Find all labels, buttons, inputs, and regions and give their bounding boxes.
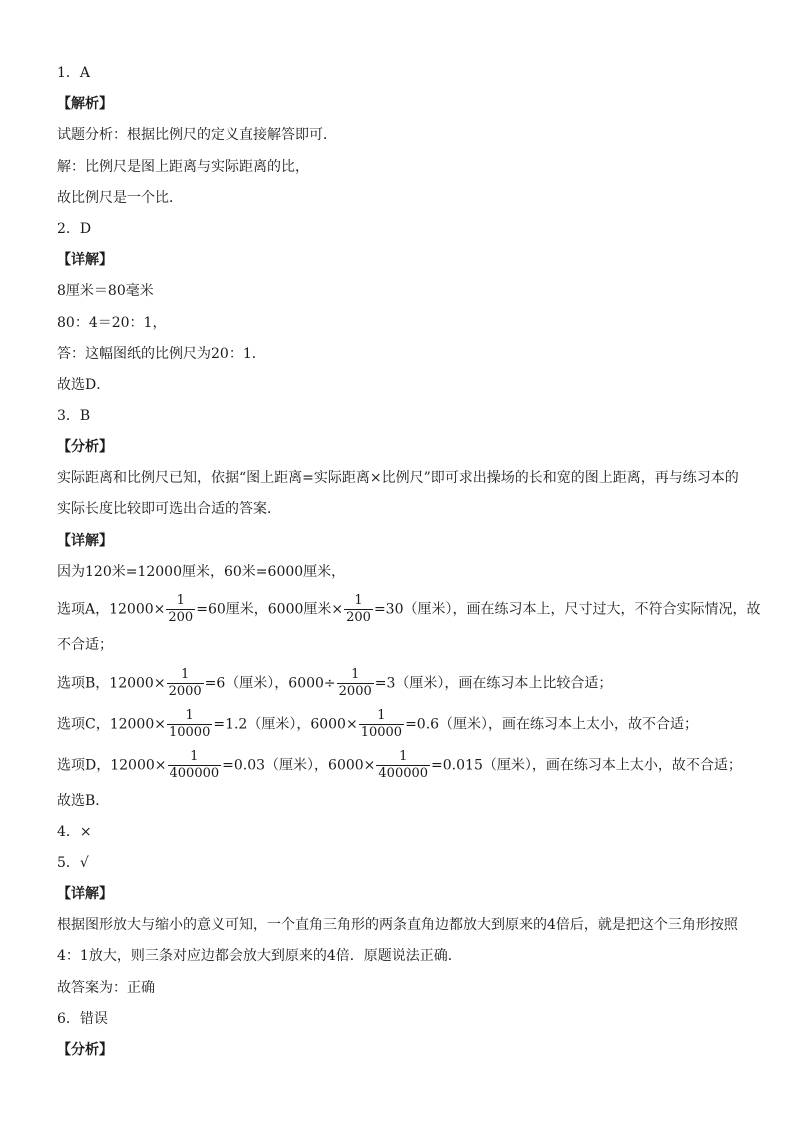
answer-5: 5．√ (57, 855, 89, 871)
text: =3（厘米），画在练习本上比较合适； (374, 675, 613, 692)
numerator: 1 (354, 593, 363, 608)
text: =6（厘米），6000÷ (204, 675, 336, 692)
numerator: 1 (190, 749, 199, 764)
numerator: 1 (399, 749, 408, 764)
text: 选项D，12000× (57, 757, 167, 774)
fraction (168, 749, 222, 782)
paragraph: 80：4＝20：1， (57, 315, 167, 331)
section-heading-detail: 【详解】 (57, 252, 113, 268)
fraction (359, 708, 404, 741)
numerator: 1 (351, 667, 360, 682)
paragraph: 根据图形放大与缩小的意义可知，一个直角三角形的两条直角边都放大到原来的4倍后，就是把这个三角形按照4：1放大，则三条对应边都会放大到原来的4倍．原题说法正确． (57, 917, 738, 964)
paragraph: 实际距离和比例尺已知，依据“图上距离=实际距离×比例尺”即可求出操场的长和宽的图上距离，再与练习本的实际长度比较即可选出合适的答案． (57, 470, 739, 517)
paragraph: 故选B． (57, 793, 110, 809)
option-b-line (57, 667, 612, 700)
answer-4: 4．× (57, 824, 92, 840)
denominator: 2000 (338, 684, 372, 699)
paragraph: 答：这幅图纸的比例尺为20：1． (57, 346, 266, 362)
text: =0.015（厘米），画在练习本上太小，故不合适； (431, 757, 742, 774)
fraction (167, 667, 204, 700)
section-heading-analysis: 【分析】 (57, 439, 113, 455)
section-heading-detail: 【详解】 (57, 533, 113, 549)
denominator: 10000 (360, 725, 403, 740)
fraction (166, 593, 195, 626)
paragraph: 故比例尺是一个比． (57, 190, 183, 206)
option-d-line (57, 749, 742, 782)
denominator: 200 (168, 610, 194, 625)
denominator: 400000 (169, 766, 220, 781)
answer-3: 3．B (57, 408, 91, 424)
text: =0.6（厘米），画在练习本上太小，故不合适； (405, 716, 699, 733)
denominator: 2000 (168, 684, 202, 699)
paragraph: 解：比例尺是图上距离与实际距离的比， (57, 159, 309, 175)
text: 选项B，12000× (57, 675, 166, 692)
denominator: 200 (346, 610, 371, 625)
text: =60厘米，6000厘米× (196, 601, 344, 618)
text: 选项C，12000× (57, 716, 166, 733)
text: 选项A，12000× (57, 601, 166, 618)
paragraph: 试题分析：根据比例尺的定义直接解答即可． (57, 127, 337, 143)
fraction (337, 667, 374, 700)
numerator: 1 (185, 708, 194, 723)
paragraph: 故答案为：正确 (57, 980, 155, 996)
option-a-continuation: 不合适； (57, 637, 113, 653)
paragraph: 因为120米=12000厘米，60米=6000厘米， (57, 564, 346, 580)
text: =1.2（厘米），6000× (213, 716, 358, 733)
section-heading-analysis: 【分析】 (57, 1042, 113, 1058)
denominator: 400000 (378, 766, 429, 781)
fraction (167, 708, 212, 741)
answer-2: 2．D (57, 221, 92, 237)
text: =0.03（厘米），6000× (222, 757, 376, 774)
paragraph: 故选D． (57, 377, 111, 393)
section-heading-analysis: 【解析】 (57, 96, 113, 112)
numerator: 1 (377, 708, 386, 723)
answer-1: 1．A (57, 65, 91, 81)
answer-6: 6．错误 (57, 1011, 108, 1027)
fraction (376, 749, 430, 782)
numerator: 1 (180, 667, 190, 682)
paragraph: 8厘米＝80毫米 (57, 283, 154, 299)
option-a-line (57, 593, 761, 626)
section-heading-detail: 【详解】 (57, 886, 113, 902)
numerator: 1 (176, 593, 185, 608)
option-c-line (57, 708, 698, 741)
text: =30（厘米），画在练习本上，尺寸过大，不符合实际情况，故 (373, 601, 761, 618)
fraction (344, 593, 373, 626)
denominator: 10000 (168, 725, 211, 740)
